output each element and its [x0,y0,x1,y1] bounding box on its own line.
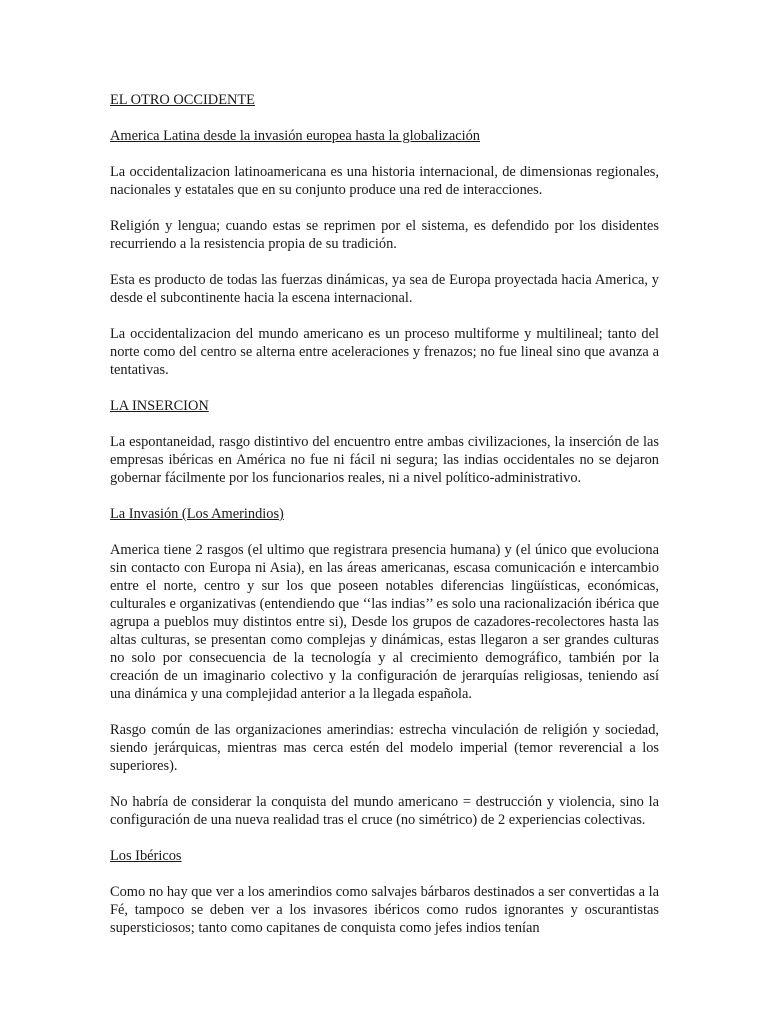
invasion-paragraph-3: No habría de considerar la conquista del mundo americano = destrucción y violencia, sino la configuración de una nueva realidad tras el cruce (no simétrico) de 2 experiencias colectivas. [110,794,659,828]
intro-paragraph-4: La occidentalizacion del mundo americano es un proceso multiforme y multilineal; tanto del norte como del centro se alterna entre aceleraciones y frenazos; no fue lineal sino que avanza a tentativas. [110,326,659,378]
invasion-paragraph-1: America tiene 2 rasgos (el ultimo que registrara presencia humana) y (el único que evoluciona sin contacto con Europa ni Asia), en las áreas americanas, escasa comunicación e intercambio entre el norte, centro y sur los que poseen notables diferencias lingüísticas, económicas, culturales e organizativas (entendiendo que ‘‘las indias’’ es solo una racionalización ibérica que agrupa a pueblos muy distintos entre si), Desde los grupos de cazadores-recolectores hasta las altas culturas, se presentan como complejas y dinámicas, estas llegaron a ser grandes culturas no solo por consecuencia de la tecnología y al crecimiento demográfico, también por la creación de un imaginario colectivo y la configuración de jerarquías religiosas, teniendo así una dinámica y una complejidad anterior a la llegada española. [110,542,659,702]
insercion-paragraph-1: La espontaneidad, rasgo distintivo del encuentro entre ambas civilizaciones, la inserción de las empresas ibéricas en América no fue ni fácil ni segura; las indias occidentales no se dejaron gobernar fácilmente por los funcionarios reales, ni a nivel político-administrativo. [110,434,659,486]
intro-paragraph-3: Esta es producto de todas las fuerzas dinámicas, ya sea de Europa proyectada hacia America, y desde el subcontinente hacia la escena internacional. [110,272,659,306]
section-heading-ibericos: Los Ibéricos [110,848,182,864]
document-subtitle: America Latina desde la invasión europea hasta la globalización [110,128,481,144]
intro-paragraph-1: La occidentalizacion latinoamericana es una historia internacional, de dimensionas regionales, nacionales y estatales que en su conjunto produce una red de interacciones. [110,164,659,198]
ibericos-paragraph-1: Como no hay que ver a los amerindios como salvajes bárbaros destinados a ser convertidas a la Fé, tampoco se deben ver a los invasores ibéricos como rudos ignorantes y oscurantistas supersticiosos; tanto como capitanes de conquista como jefes indios tenían [110,884,659,936]
section-heading-invasion: La Invasión (Los Amerindios) [110,506,284,522]
invasion-paragraph-2: Rasgo común de las organizaciones amerindias: estrecha vinculación de religión y sociedad, siendo jerárquicas, mientras mas cerca estén del modelo imperial (temor reverencial a los superiores). [110,722,659,774]
section-heading-insercion: LA INSERCION [110,398,209,414]
intro-paragraph-2: Religión y lengua; cuando estas se reprimen por el sistema, es defendido por los disidentes recurriendo a la resistencia propia de su tradición. [110,218,659,252]
document-title: EL OTRO OCCIDENTE [110,92,255,108]
